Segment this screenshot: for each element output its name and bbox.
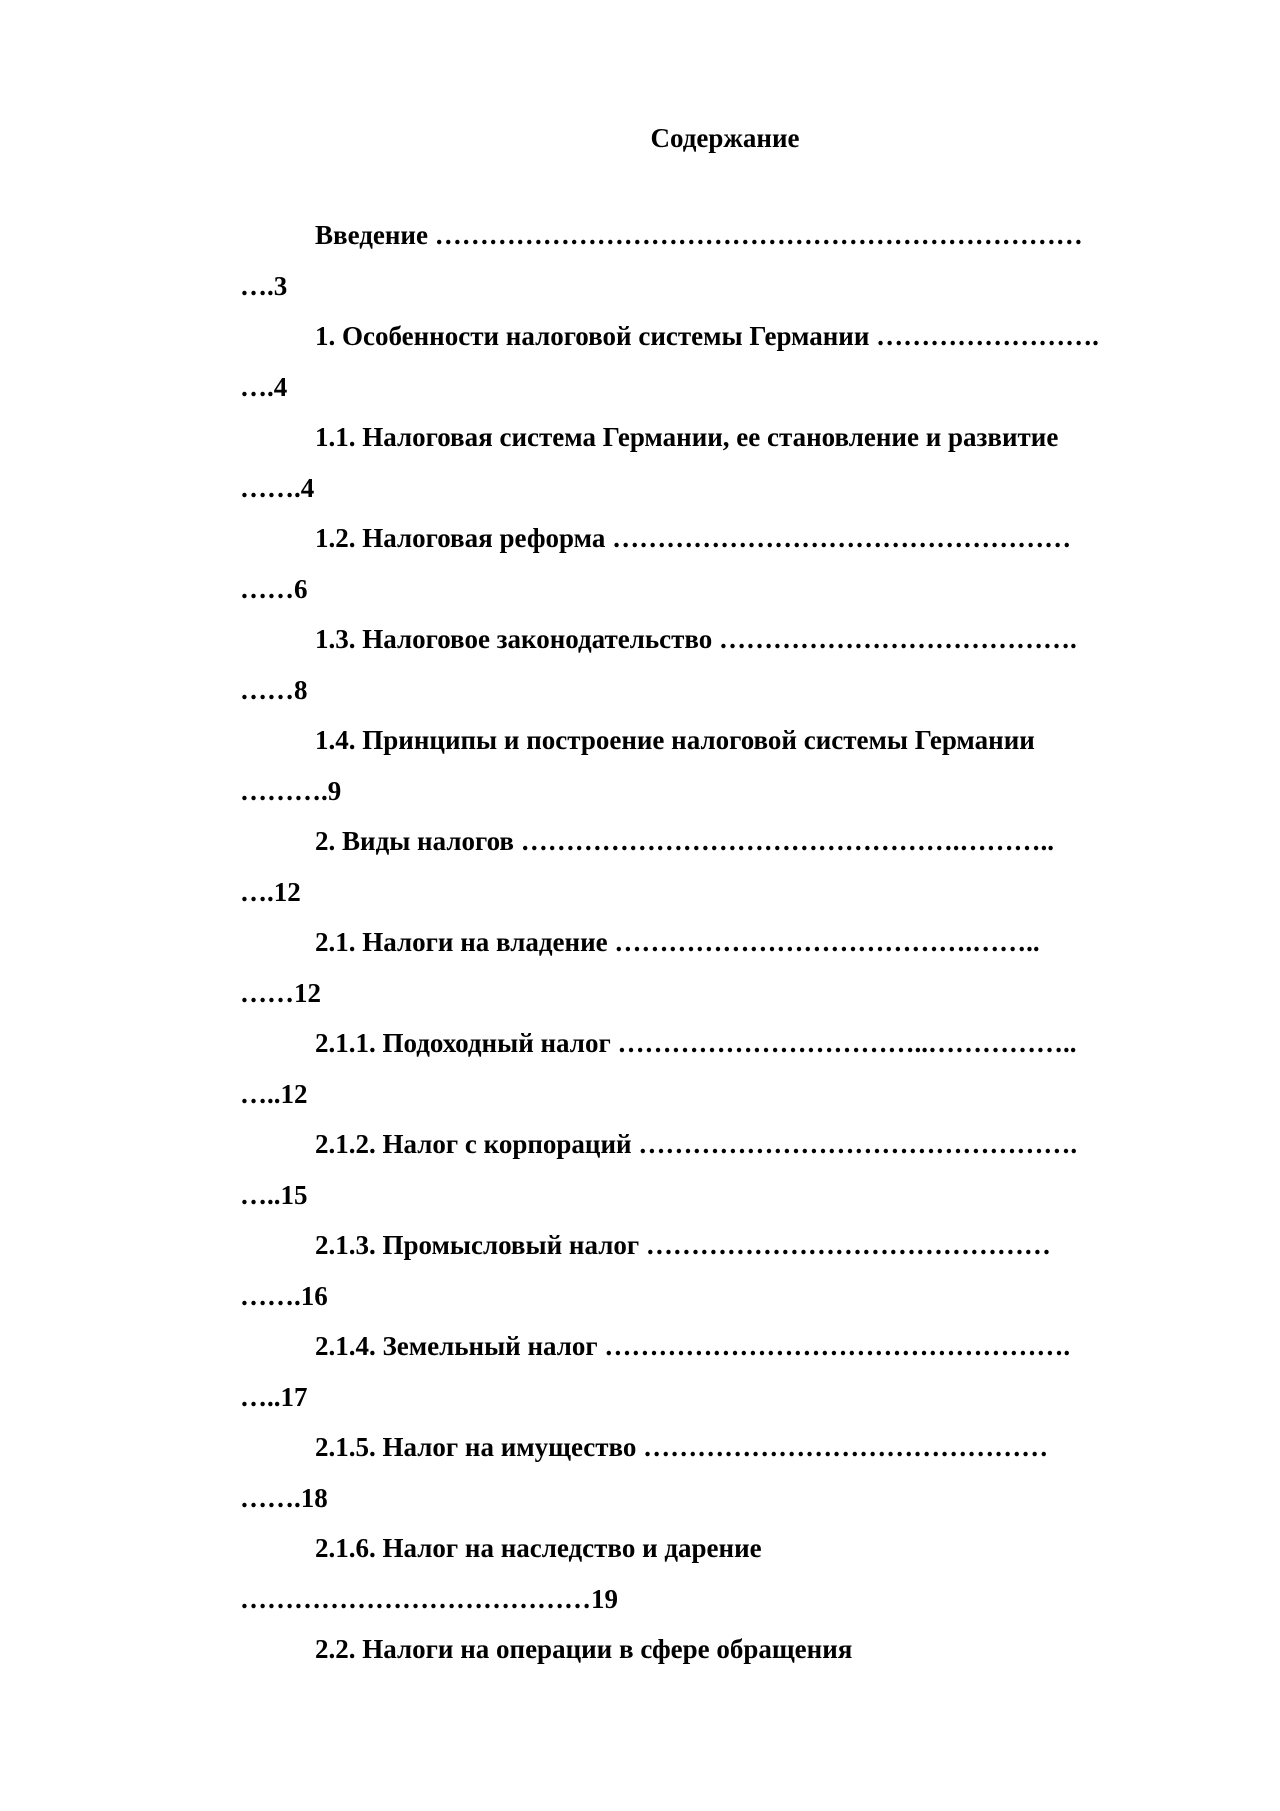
- toc-entry-text: 1.4. Принципы и построение налоговой системы Германии: [315, 725, 1035, 755]
- toc-entry-page: …….16: [240, 1280, 328, 1311]
- toc-entry-page: ……6: [240, 573, 308, 604]
- toc-entry-text: 2.1.5. Налог на имущество ………………………………………: [315, 1432, 1049, 1462]
- toc-entry-page: …..15: [240, 1179, 308, 1210]
- toc-entry-2-1-4: [240, 1321, 1190, 1422]
- toc-entry-page: ……8: [240, 674, 308, 705]
- toc-entry-text: 2.1.1. Подоходный налог ……………………………..……………..: [315, 1028, 1077, 1058]
- toc-entry-1-3: [240, 614, 1190, 715]
- toc-entry-1-2: [240, 513, 1190, 614]
- toc-entry-introduction: [240, 210, 1190, 311]
- toc-entry-2-2: [240, 1624, 1190, 1675]
- toc-entry-2-1-5: [240, 1422, 1190, 1523]
- toc-entry-1-1: [240, 412, 1190, 513]
- toc-entry-2-1: [240, 917, 1190, 1018]
- toc-entry-text: 1. Особенности налоговой системы Германии …………………….: [315, 321, 1099, 351]
- page-title: Содержание: [650, 123, 800, 153]
- toc-entry-page: ….12: [240, 876, 301, 907]
- toc-entry-text: 2.1. Налоги на владение ………………………………….……..: [315, 927, 1040, 957]
- toc-entry-page: ….4: [240, 371, 288, 402]
- toc-entry-1: [240, 311, 1190, 412]
- toc-entry-text: Введение ………………………………………………………………: [315, 220, 1083, 250]
- toc-entry-text: 2.2. Налоги на операции в сфере обращения: [315, 1634, 853, 1664]
- toc-entry-2-1-3: [240, 1220, 1190, 1321]
- toc-entry-text: 2. Виды налогов ………………………………………….………..: [315, 826, 1054, 856]
- toc-entry-2: [240, 816, 1190, 917]
- toc-entry-page: …….18: [240, 1482, 328, 1513]
- toc-entry-2-1-2: [240, 1119, 1190, 1220]
- toc-entry-page: ……….9: [240, 775, 342, 806]
- toc-entry-page: …………………………………19: [240, 1583, 618, 1614]
- toc-entry-text: 2.1.4. Земельный налог …………………………………………….: [315, 1331, 1071, 1361]
- toc-entry-text: 2.1.3. Промысловый налог ………………………………………: [315, 1230, 1051, 1260]
- toc-entry-text: 1.2. Налоговая реформа ……………………………………………: [315, 523, 1072, 553]
- toc-entry-1-4: [240, 715, 1190, 816]
- toc-entry-text: 2.1.2. Налог с корпораций ………………………………………….: [315, 1129, 1078, 1159]
- toc-entry-page: …..17: [240, 1381, 308, 1412]
- toc-entry-page: ……12: [240, 977, 321, 1008]
- toc-entry-page: ….3: [240, 270, 288, 301]
- toc-entry-text: 1.1. Налоговая система Германии, ее становление и развитие: [315, 422, 1059, 452]
- toc-entry-text: 2.1.6. Налог на наследство и дарение: [315, 1533, 762, 1563]
- toc-entry-page: …..12: [240, 1078, 308, 1109]
- toc-entry-text: 1.3. Налоговое законодательство ………………………………….: [315, 624, 1077, 654]
- toc-entry-2-1-1: [240, 1018, 1190, 1119]
- toc-entry-2-1-6: [240, 1523, 1190, 1624]
- table-of-contents: [240, 210, 1190, 1675]
- toc-entry-page: …….4: [240, 472, 315, 503]
